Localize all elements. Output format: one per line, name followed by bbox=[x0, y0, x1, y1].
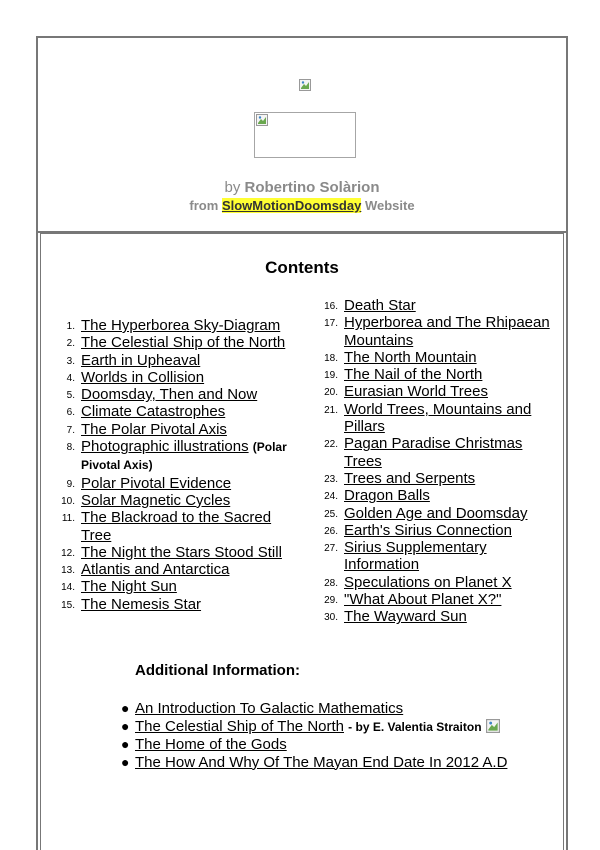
toc-item bbox=[324, 539, 554, 574]
toc-item bbox=[324, 608, 554, 626]
toc-item bbox=[66, 420, 303, 438]
toc-link[interactable]: Earth's Sirius Connection bbox=[344, 521, 512, 539]
contents-title: Contents bbox=[265, 258, 339, 277]
list-item bbox=[121, 753, 515, 772]
toc-number: 2. bbox=[66, 338, 75, 350]
toc-number: 15. bbox=[61, 599, 75, 611]
toc-number: 7. bbox=[66, 424, 75, 436]
toc-link[interactable]: Eurasian World Trees bbox=[344, 383, 488, 401]
toc-number: 8. bbox=[66, 442, 75, 454]
toc-number: 16. bbox=[324, 301, 338, 312]
toc-link[interactable]: The Nemesis Star bbox=[81, 595, 202, 613]
toc-item bbox=[61, 578, 303, 596]
toc-note: (Polar Pivotal Axis) bbox=[81, 440, 287, 473]
toc-link[interactable]: Solar Magnetic Cycles bbox=[81, 491, 231, 509]
byline-prefix: by bbox=[224, 179, 241, 196]
toc-link[interactable]: World Trees, Mountains and Pillars bbox=[344, 400, 532, 436]
additional-info-list bbox=[121, 700, 515, 771]
bullet-icon: ● bbox=[121, 753, 130, 770]
toc-number: 27. bbox=[324, 543, 338, 555]
toc-link[interactable]: Death Star bbox=[344, 297, 416, 314]
toc-item bbox=[66, 474, 303, 492]
toc-number: 30. bbox=[324, 612, 338, 624]
toc-item bbox=[61, 491, 303, 509]
toc-item bbox=[61, 509, 303, 544]
toc-link[interactable]: The North Mountain bbox=[344, 348, 477, 366]
toc-item bbox=[324, 591, 554, 609]
toc-item bbox=[66, 368, 303, 386]
toc-link[interactable]: The Blackroad to the Sacred Tree bbox=[81, 509, 272, 544]
toc-item bbox=[66, 403, 303, 421]
author-name: Robertino Solàrion bbox=[244, 179, 380, 196]
toc-number: 9. bbox=[66, 478, 75, 490]
toc-number: 26. bbox=[324, 525, 338, 537]
toc-link[interactable]: Photographic illustrations bbox=[81, 438, 249, 456]
toc-link[interactable]: The Night the Stars Stood Still bbox=[81, 543, 282, 561]
toc-item bbox=[66, 351, 303, 369]
additional-info-title: Additional Information: bbox=[135, 662, 300, 679]
toc-number: 25. bbox=[324, 508, 338, 520]
additional-link[interactable]: An Introduction To Galactic Mathematics bbox=[135, 700, 404, 717]
toc-item bbox=[324, 383, 554, 401]
toc-link[interactable]: Hyperborea and The Rhipaean Mountains bbox=[344, 314, 550, 349]
additional-link[interactable]: The Home of the Gods bbox=[135, 736, 287, 753]
bullet-icon: ● bbox=[121, 717, 130, 734]
toc-item bbox=[324, 521, 554, 539]
toc-item bbox=[324, 504, 554, 522]
toc-number: 5. bbox=[66, 390, 75, 402]
toc-number: 29. bbox=[324, 595, 338, 607]
additional-link[interactable]: The How And Why Of The Mayan End Date In 2012 A.D bbox=[135, 753, 508, 771]
broken-image-glyph bbox=[256, 114, 268, 126]
toc-link[interactable]: The Hyperborea Sky-Diagram bbox=[81, 317, 281, 334]
toc-item bbox=[66, 386, 303, 404]
toc-column-1 bbox=[61, 317, 303, 613]
site-suffix: Website bbox=[364, 198, 415, 213]
toc-item bbox=[66, 317, 303, 334]
toc-link[interactable]: Atlantis and Antarctica bbox=[81, 561, 230, 579]
source-line bbox=[38, 198, 566, 213]
additional-link[interactable]: The Celestial Ship of The North bbox=[135, 717, 344, 735]
list-item bbox=[121, 736, 515, 754]
toc-link[interactable]: Golden Age and Doomsday bbox=[344, 504, 528, 522]
toc-link[interactable]: The Wayward Sun bbox=[344, 608, 467, 626]
toc-item bbox=[324, 573, 554, 591]
toc-link[interactable]: Speculations on Planet X bbox=[344, 573, 512, 591]
toc-number: 10. bbox=[61, 495, 75, 507]
toc-link[interactable]: "What About Planet X?" bbox=[344, 591, 502, 609]
toc-number: 23. bbox=[324, 473, 338, 485]
toc-item bbox=[324, 487, 554, 505]
list-item bbox=[121, 700, 515, 718]
broken-banner-image bbox=[254, 112, 356, 158]
toc-item bbox=[324, 400, 554, 436]
toc-link[interactable]: The Polar Pivotal Axis bbox=[81, 420, 227, 438]
list-item bbox=[121, 717, 515, 737]
toc-item bbox=[324, 366, 554, 384]
toc-item bbox=[66, 334, 303, 352]
contents-panel bbox=[40, 233, 564, 850]
toc-number: 17. bbox=[324, 318, 338, 330]
toc-number: 22. bbox=[324, 439, 338, 451]
toc-link[interactable]: The Celestial Ship of the North bbox=[81, 334, 286, 352]
site-link[interactable]: SlowMotionDoomsday bbox=[221, 198, 362, 213]
toc-item bbox=[61, 561, 303, 579]
toc-item bbox=[324, 435, 554, 470]
toc-item bbox=[61, 595, 303, 613]
toc-link[interactable]: Climate Catastrophes bbox=[81, 403, 226, 421]
toc-number: 28. bbox=[324, 577, 338, 589]
toc-link[interactable]: Polar Pivotal Evidence bbox=[81, 474, 232, 492]
toc-item bbox=[66, 438, 303, 475]
toc-link[interactable]: The Nail of the North bbox=[344, 366, 483, 384]
broken-image-icon bbox=[486, 719, 500, 733]
toc-number: 21. bbox=[324, 404, 338, 416]
toc-number: 3. bbox=[66, 355, 75, 367]
toc-link[interactable]: Pagan Paradise Christmas Trees bbox=[344, 435, 523, 470]
toc-link[interactable]: Dragon Balls bbox=[344, 487, 430, 505]
toc-item bbox=[324, 348, 554, 366]
toc-item bbox=[324, 314, 554, 349]
toc-column-2 bbox=[324, 297, 554, 626]
toc-item bbox=[324, 469, 554, 487]
toc-number: 20. bbox=[324, 387, 338, 399]
bullet-icon: ● bbox=[121, 736, 130, 752]
toc-number: 4. bbox=[66, 372, 75, 384]
toc-link[interactable]: Sirius Supplementary Information bbox=[344, 539, 487, 574]
toc-number: 12. bbox=[61, 547, 75, 559]
author-credit: - by E. Valentia Straiton bbox=[348, 719, 482, 734]
toc-number: 14. bbox=[61, 582, 75, 594]
toc-link[interactable]: Earth in Upheaval bbox=[81, 351, 201, 369]
toc-link[interactable]: Worlds in Collision bbox=[81, 368, 205, 386]
toc-link[interactable]: Trees and Serpents bbox=[344, 469, 476, 487]
toc-number: 6. bbox=[66, 407, 75, 419]
from-prefix: from bbox=[189, 198, 219, 213]
toc-number: 11. bbox=[61, 513, 75, 525]
toc-item bbox=[324, 297, 554, 314]
toc-number: 1. bbox=[66, 321, 75, 332]
toc-link[interactable]: The Night Sun bbox=[81, 578, 177, 596]
broken-image-glyph bbox=[486, 719, 500, 733]
toc-item bbox=[61, 543, 303, 561]
toc-number: 18. bbox=[324, 352, 338, 364]
toc-link[interactable]: Doomsday, Then and Now bbox=[81, 386, 258, 404]
header-section bbox=[38, 38, 566, 233]
toc-number: 19. bbox=[324, 370, 338, 382]
page-frame bbox=[36, 36, 568, 850]
toc-number: 13. bbox=[61, 565, 75, 577]
bullet-icon: ● bbox=[121, 700, 130, 716]
broken-image-icon bbox=[298, 78, 312, 92]
byline bbox=[38, 179, 566, 196]
toc-number: 24. bbox=[324, 491, 338, 503]
broken-image-glyph bbox=[299, 79, 311, 91]
